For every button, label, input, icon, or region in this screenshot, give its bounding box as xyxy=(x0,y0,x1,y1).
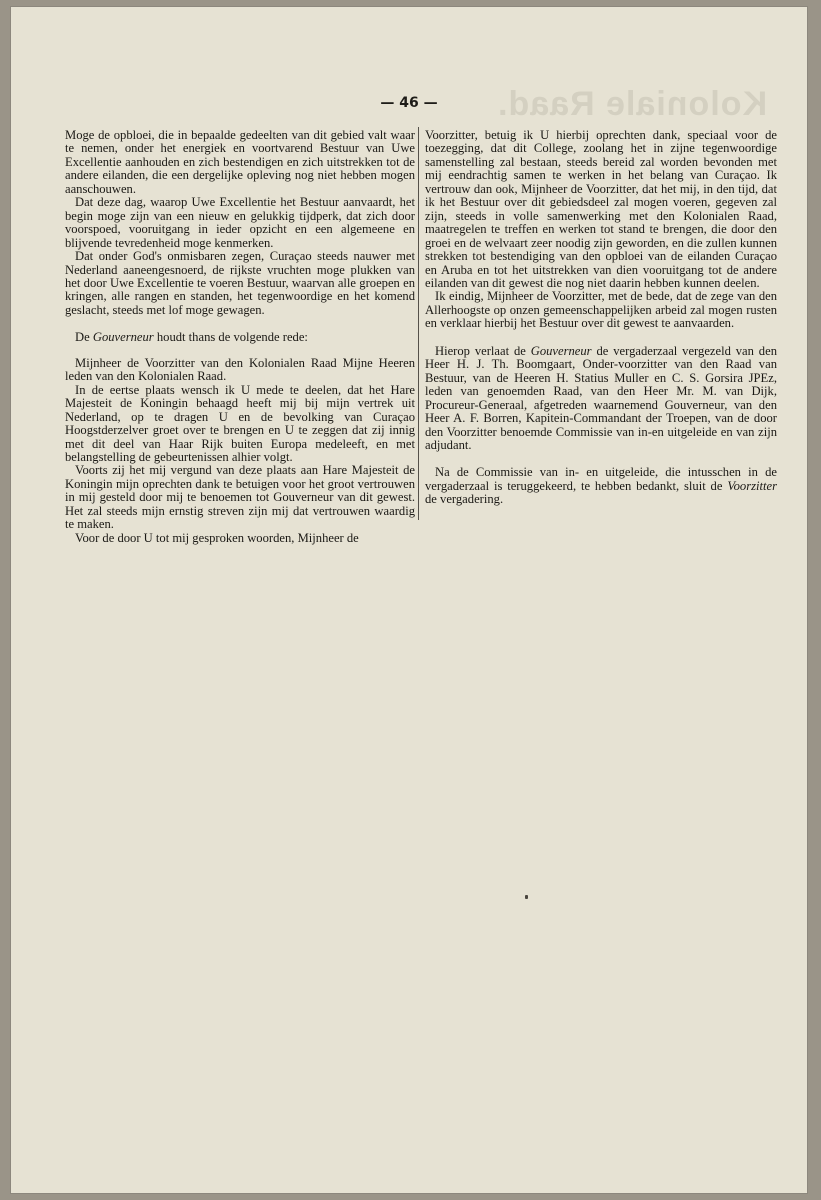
paragraph: Mijnheer de Voorzitter van den Kolonialen Raad Mijne Heeren leden van den Kolonialen Raad. xyxy=(65,355,415,384)
paragraph xyxy=(65,331,415,344)
paragraph: Voorzitter, betuig ik U hierbij oprechten dank, speciaal voor de toezegging, dat dit College, zoolang het in zijne tegenwoordige samenstelling zal bestaan, steeds bereid zal worden bevonden met mij eendrachtig samen te werken in het belang van Curaçao. Ik vertrouw dan ook, Mijnheer de Voorzitter, dat het mij, in den tijd, dat ik het Bestuur over dit gebiedsdeel zal mogen voeren, gegeven zal zijn, steeds in volle samenwerking met den Kolonialen Raad, maatregelen te treffen en werken tot stand te brengen, die door den groei en de welvaart zeer noodig zijn geworden, en die zullen kunnen strekken tot bestendiging van den opbloei van de eilanden Curaçao en Aruba en tot het uitstrekken van dien vooruitgang tot de andere eilanden van dit gewest die nog niet daarin hebben kunnen deelen. xyxy=(425,128,777,290)
paragraph: Dat deze dag, waarop Uwe Excellentie het Bestuur aanvaardt, het begin moge zijn van een nieuw en gelukkig tijdperk, dat zich door voorspoed, vooruitgang in ieder opzicht en een algemeene en blijvende tevredenheid moge kenmerken. xyxy=(65,195,415,250)
paragraph: Voorts zij het mij vergund van deze plaats aan Hare Majesteit de Koningin mijn oprechten dank te betuigen voor het groot vertrouwen in mij gesteld door mij te benoemen tot Gouverneur van dit gewest. Het zal steeds mijn ernstig streven zijn mij dat vertrouwen waardig te maken. xyxy=(65,463,415,532)
column-divider xyxy=(418,127,419,520)
paragraph: Moge de opbloei, die in bepaalde gedeelten van dit gebied valt waar te nemen, onder het energiek en voortvarend Bestuur van Uwe Excellentie aanhouden en zich bestendigen en zich uitstrekken tot de andere eilanden, die een dergelijke opleving nog niet hebben mogen aanschouwen. xyxy=(65,128,415,196)
paragraph: Dat onder God's onmisbaren zegen, Curaçao steeds nauwer met Nederland aaneengesnoerd, de rijkste vruchten moge plukken van het door Uwe Excellentie te voeren Bestuur, waarvan alle groepen en kringen, alle rangen en standen, het tegenwoordige en het komend geslacht, steeds met lof moge gewagen. xyxy=(65,249,415,317)
text: de vergadering. xyxy=(425,492,504,507)
document-page xyxy=(10,6,808,1194)
text: Hierop verlaat de xyxy=(435,343,531,358)
paragraph: Ik eindig, Mijnheer de Voorzitter, met de bede, dat de zege van den Allerhoogste op onzen gemeenschappelijken arbeid zal mogen rusten en verklaar hierbij het Bestuur over dit gewest te aanvaarden. xyxy=(425,289,777,331)
paragraph: In de eertse plaats wensch ik U mede te deelen, dat het Hare Majesteit de Koningin behaagd heeft mij bij mijn vertrek uit Nederland, op te dragen U en de bevolking van Curaçao Hoogstderzelver groet over te brengen en U te zeggen dat zij innig met dit deel van Haar Rijk buiten Europa medeleeft, en met belangstelling de gebeurtenissen alhier volgt. xyxy=(65,382,415,464)
text: Na de Commissie van in- en uitgeleide, die intusschen in de vergaderzaal is teruggekeerd, te hebben bedankt, sluit de xyxy=(425,465,777,493)
paragraph xyxy=(425,345,777,453)
text: houdt thans de volgende rede: xyxy=(153,330,308,345)
role-name: Voorzitter xyxy=(727,478,777,493)
ink-speck xyxy=(525,895,528,899)
right-column xyxy=(425,129,777,507)
role-name: Gouverneur xyxy=(530,343,592,358)
text: de vergaderzaal vergezeld van den Heer H. J. Th. Boomgaart, Onder-voorzitter van den Raad van Bestuur, van de Heeren H. Statius Muller en C. S. Gorsira JPEz, leden van genoemden Raad, van den Heer Mr. M. van Dijk, Procureur-Generaal, afgetreden waarnemend Gouverneur, van den Heer A. F. Borren, Kapitein-Commandant der Troepen, van de door den Voorzitter benoemde Commissie van in-en uitgeleide en van zijn adjudant. xyxy=(425,343,777,452)
text: De xyxy=(75,330,93,345)
left-column xyxy=(65,129,415,545)
page-number: — 46 — xyxy=(380,95,438,111)
paragraph: Voor de door U tot mij gesproken woorden, Mijnheer de xyxy=(75,530,359,545)
paragraph xyxy=(425,466,777,506)
bleed-through-text: Koloniale Raad. xyxy=(496,85,767,123)
role-name: Gouverneur xyxy=(92,330,154,345)
